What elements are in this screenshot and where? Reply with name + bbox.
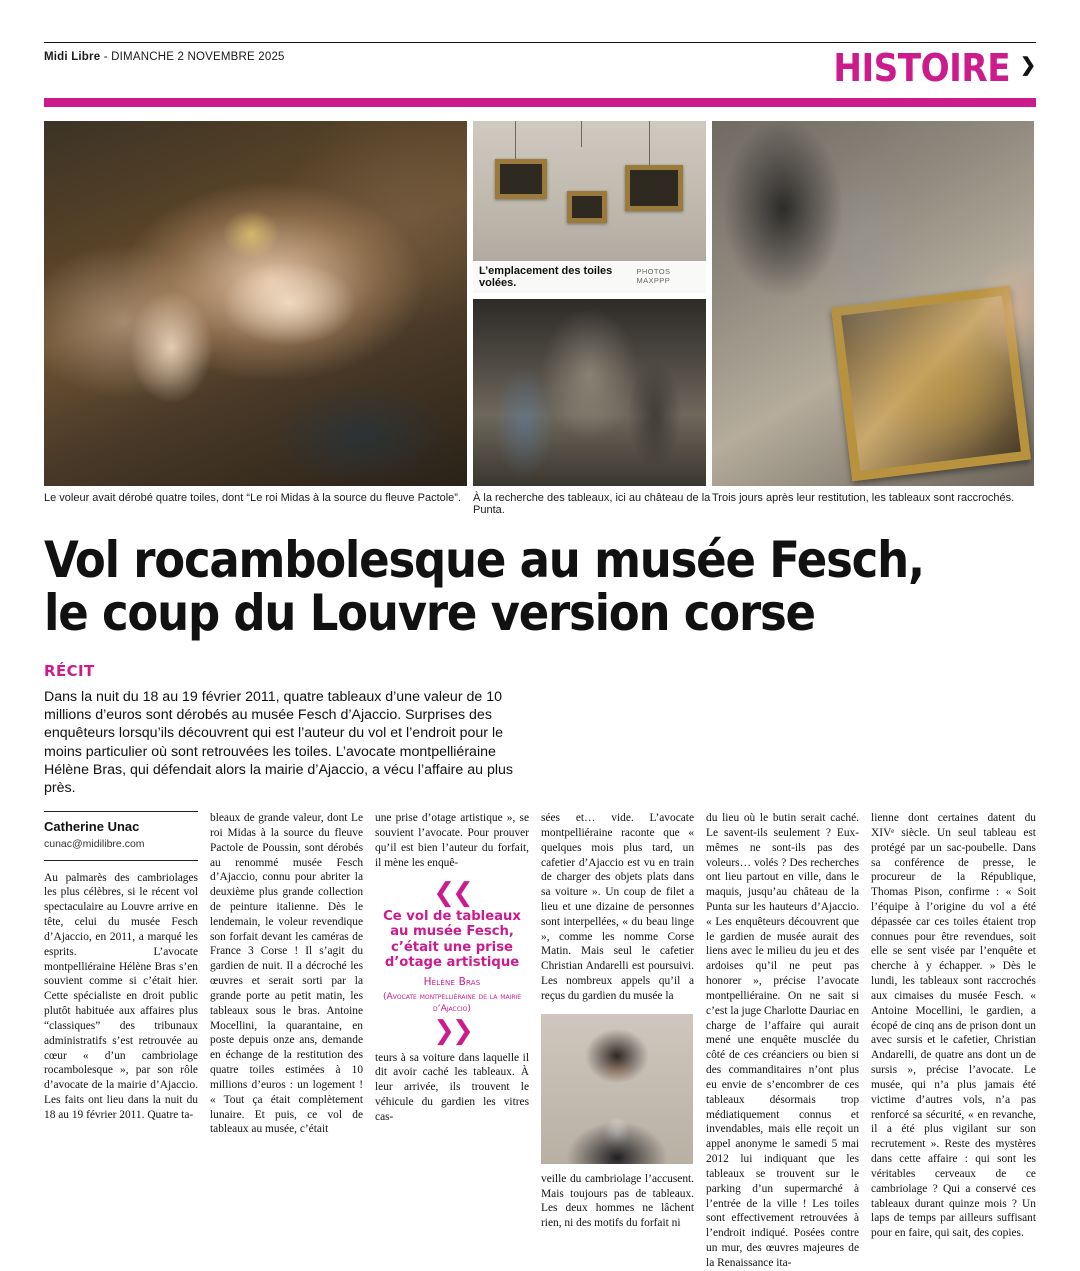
page-title (44, 531, 1036, 642)
photo-painting-midas (44, 121, 467, 486)
issue-date: DIMANCHE 2 NOVEMBRE 2025 (111, 51, 285, 63)
inline-photo-caption (473, 261, 706, 293)
pull-quote-author: Hélène Bras (423, 975, 481, 988)
masthead-dateline (44, 49, 285, 63)
caption-3: Trois jours après leur restitution, les tableaux sont raccrochés. (712, 492, 1015, 504)
caption-2: À la recherche des tableaux, ici au château de la Punta. (473, 492, 711, 516)
quote-open-icon: ❮❮ (433, 878, 471, 909)
dateline-separator: - (100, 51, 112, 63)
column-text: Au palmarès des cambriolages les plus célèbres, si le récent vol spectaculaire au Louvre arrive en tête, celui du musée Fesch d’Ajaccio, en 2011, a marqué les esprits. L’avocate montpelliéraine Hélène Bras s’en souvient comme si c’était hier. Cette spécialiste en droit public plutôt habituée aux affaires plus “classiques” des tribunaux administratifs s’est retrouvée au cœur « d’un cambriolage rocambolesque », par son rôle d’avocate de la mairie d’Ajaccio. Les faits ont lieu dans la nuit du 18 au 19 février 2011. Quatre ta- (44, 871, 198, 1121)
rehanging-image (712, 121, 1034, 486)
section-accent-bar (44, 98, 1036, 107)
painting-image (44, 121, 467, 486)
photo-captions-row (44, 492, 1036, 516)
section-title: HISTOIRE (833, 46, 1011, 90)
article-column-3 (375, 811, 541, 1123)
article-column-4 (541, 811, 706, 1230)
portrait-helene-bras (541, 1014, 693, 1164)
section-header (833, 46, 1036, 90)
photo-crypt-search (473, 299, 706, 486)
chevron-right-icon: ❯ (1020, 54, 1036, 76)
pull-quote-text: Ce vol de tableaux au musée Fesch, c’était une prise d’otage artistique (383, 908, 521, 971)
inline-caption-text: L’emplacement des toiles volées. (479, 265, 613, 289)
empty-frame (495, 159, 547, 199)
photo-empty-frames (473, 121, 706, 293)
empty-frame (567, 191, 607, 223)
article-column-5 (706, 811, 871, 1269)
column-text: veille du cambriolage l’accusent. Mais toujours pas de tableaux. Les deux hommes ne lâchent rien, ni des motifs du forfait ni (541, 1172, 695, 1230)
headline-line-2: le coup du Louvre version corse (44, 584, 815, 642)
article-standfirst: Dans la nuit du 18 au 19 février 2011, quatre tableaux d’une valeur de 10 millions d’euros sont dérobés au musée Fesch d’Ajaccio. Surprises des enquêteurs lorsqu’ils découvrent qui est l’auteur du vol et l’endroit pour le moins particulier où sont retrouvées les toiles. L’avocate montpelliéraine Hélène Bras, qui défendait alors la mairie d’Ajaccio, a vécu l’affaire au plus près. (44, 689, 513, 796)
photo-rehanging (712, 121, 1034, 486)
article-kicker: RÉCIT (44, 662, 95, 680)
hanging-wire (581, 121, 582, 147)
quote-close-icon: ❯❯ (433, 1016, 471, 1047)
hanging-wire (515, 121, 516, 159)
photo-credit: PHOTOS MAXPPP (636, 267, 671, 285)
photo-column-middle (473, 121, 706, 486)
newspaper-page (0, 42, 1080, 1269)
column-text: du lieu où le butin serait caché. Le savent-ils seulement ? Eux-mêmes ne sont-ils pas des voleurs… volés ? Des recherches ont lieu partout en ville, dans le maquis, jusqu’au château de la Punta sur les hauteurs d’Ajaccio. « Les enquêteurs découvrent que le gardien de musée aurait des liens avec le milieu du jeu et des ardoises qu’il ne peut pas honorer », précise l’avocate montpelliéraine. On ne sait si c’est la juge Charlotte Dauriac en charge de l’affaire qui aurait mené une enquête musclée du côté de ces créanciers ou bien si des commanditaires n’ont plus eu envie de s’encombrer de ces tableaux désormais trop médiatiquement connus et invendables, mais elle reçoit un appel anonyme le samedi 5 mai 2012 lui indiquant que les tableaux se trouvent sur le parking d’un supermarché à l’entrée de la ville ! Les toiles sont effectivement retrouvées à l’endroit indiqué. Posées contre un mur, des œuvres majeures de la Renaissance ita- (706, 812, 860, 1269)
headline-line-1: Vol rocambolesque au musée Fesch, (44, 531, 924, 589)
crypt-interior-image (473, 299, 706, 486)
gold-frame (831, 286, 1031, 482)
article-column-2 (210, 811, 375, 1136)
column-text: teurs à sa voiture dans laquelle il dit avoir caché les tableaux. À leur arrivée, ils trouvent le véhicule du gardien les vitres cas- (375, 1051, 530, 1123)
hanging-wire (649, 121, 650, 165)
article-column-1 (44, 811, 210, 1123)
column-text: sées et… vide. L’avocate montpelliéraine raconte que « quelques mois plus tard, un cafetier d’Ajaccio est vu en train de charger des objets plats dans sa voiture ». Un coup de filet a lieu et une dizaine de personnes sont interpellées, « du beau linge », comme les nomme Corse Matin. Mais seul le cafetier Christian Andarelli est poursuivi. Les nombreux appels qu’il a reçus du gardien du musée la (541, 812, 695, 1002)
photo-strip (44, 121, 1036, 486)
article-column-6 (871, 811, 1036, 1240)
column-text: lienne dont certaines datent du XIVᵉ siècle. Un seul tableau est protégé par un sac-poubelle. Dans sa conférence de presse, le procureur de la République, Thomas Pison, confirme : « Soit l’équipe à l’origine du vol a été dépassée car ces toiles étaient trop connues pour être revendues, soit elle se sent visée par l’enquête et cherche à y échapper. » Dès le lundi, les tableaux sont raccrochés aux cimaises du musée Fesch. « Antoine Mocellini, le gardien, a écopé de cinq ans de prison dont un avec sursis et le cafetier, Christian Andarelli, de quatre ans dont un de sursis », précise l’avocate. Le musée, qui n’a plus jamais été victime d’autres vols, n’a pas renforcé sa sécurité, « en revanche, il a été plus vigilant sur son recrutement ». Reste des mystères dans cette affaire : qui sont les véritables cerveaux de ce cambriolage ? Qui a conservé ces tableaux durant quinze mois ? Un laps de temps par ailleurs suffisant pour en faire, qui sait, des copies. (871, 812, 1036, 1240)
pull-quote-role: (Avocate montpelliéraine de la mairie d’Ajaccio) (382, 991, 522, 1015)
empty-frame (625, 165, 683, 211)
paper-name: Midi Libre (44, 51, 101, 63)
pull-quote (375, 878, 529, 1047)
article-columns (44, 811, 1036, 1269)
masthead (44, 43, 1036, 90)
column-text: une prise d’otage artistique », se souvient l’avocate. Pour prouver qu’il est bien l’auteur du forfait, il mène les enquê- (375, 812, 530, 869)
byline-email[interactable]: cunac@midilibre.com (44, 837, 145, 850)
byline (44, 811, 198, 861)
caption-1: Le voleur avait dérobé quatre toiles, dont “Le roi Midas à la source du fleuve Pactole”. (44, 492, 462, 504)
byline-author: Catherine Unac (44, 819, 140, 835)
column-text: bleaux de grande valeur, dont Le roi Midas à la source du fleuve Pactole de Poussin, sont dérobés au renommé musée Fesch d’Ajaccio, connu pour abriter la deuxième plus grande collection de peinture italienne. Dès le lendemain, le voleur revendique son forfait devant les caméras de France 3 Corse ! Il s’agit du gardien de nuit. Il a décroché les œuvres et serait sorti par la grande porte au petit matin, les tableaux sous le bras. Antoine Mocellini, la quarantaine, en poste depuis onze ans, demande en échange de la restitution des quatre toiles estimées à 10 millions d’euros : un logement ! « Tout ça était complètement lunaire. Et puis, ce vol de tableaux au musée, c’était (210, 812, 364, 1136)
